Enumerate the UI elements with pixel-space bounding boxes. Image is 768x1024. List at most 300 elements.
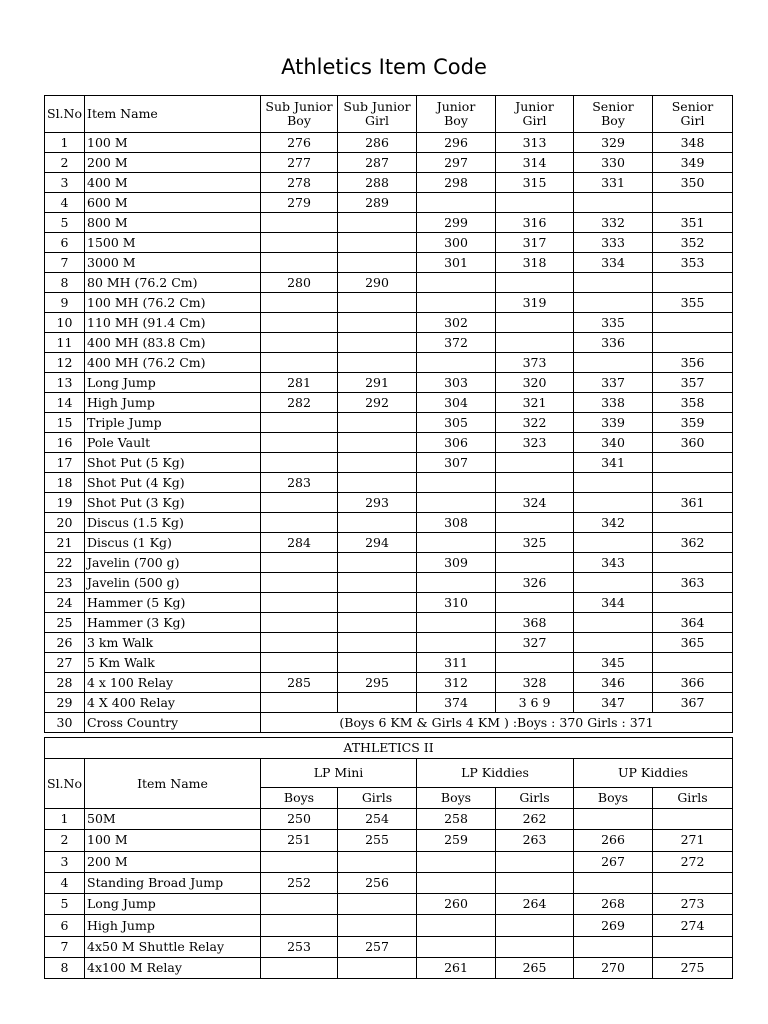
code-cell: 264 (496, 894, 574, 915)
item-name-cell: Triple Jump (85, 413, 261, 433)
table-row (45, 213, 733, 233)
code-cell (496, 915, 574, 936)
item-name-cell: 600 M (85, 193, 261, 213)
code-cell: 324 (496, 493, 574, 513)
code-cell: 262 (496, 809, 574, 830)
sl-no-cell: 28 (45, 673, 85, 693)
code-cell (653, 313, 733, 333)
item-name-cell: Hammer (3 Kg) (85, 613, 261, 633)
table-row (45, 613, 733, 633)
table-row (45, 693, 733, 713)
sl-no-cell: 26 (45, 633, 85, 653)
code-cell: 314 (496, 153, 574, 173)
code-cell: 306 (417, 433, 496, 453)
code-cell: 273 (653, 894, 733, 915)
sl-no-cell: 10 (45, 313, 85, 333)
item-name-cell: 400 MH (83.8 Cm) (85, 333, 261, 353)
code-cell (261, 493, 338, 513)
code-cell (574, 493, 653, 513)
code-cell (261, 553, 338, 573)
item-name-cell: Discus (1.5 Kg) (85, 513, 261, 533)
cross-country-note: (Boys 6 KM & Girls 4 KM ) :Boys : 370 Girls : 371 (261, 713, 733, 733)
code-cell: 281 (261, 373, 338, 393)
code-cell: 334 (574, 253, 653, 273)
code-cell: 285 (261, 673, 338, 693)
code-cell: 250 (261, 809, 338, 830)
sl-no-cell: 21 (45, 533, 85, 553)
item-name-cell: 100 M (85, 133, 261, 153)
table-row (45, 153, 733, 173)
code-cell (496, 313, 574, 333)
table-row (45, 513, 733, 533)
sl-no-cell: 2 (45, 153, 85, 173)
code-cell (338, 693, 417, 713)
code-cell (261, 233, 338, 253)
code-cell (417, 633, 496, 653)
item-name-cell: Shot Put (3 Kg) (85, 493, 261, 513)
table-row (45, 894, 733, 915)
code-cell (653, 593, 733, 613)
code-cell (338, 613, 417, 633)
code-cell: 353 (653, 253, 733, 273)
item-name-cell: 100 M (85, 830, 261, 851)
header-sl-no: Sl.No (45, 759, 85, 809)
code-cell (338, 573, 417, 593)
item-name-cell: Hammer (5 Kg) (85, 593, 261, 613)
table-row (45, 373, 733, 393)
code-cell: 367 (653, 693, 733, 713)
code-cell: 288 (338, 173, 417, 193)
code-cell (261, 613, 338, 633)
sl-no-cell: 7 (45, 936, 85, 957)
code-cell: 257 (338, 936, 417, 957)
code-cell: 258 (417, 809, 496, 830)
code-cell (338, 333, 417, 353)
code-cell (653, 333, 733, 353)
code-cell: 318 (496, 253, 574, 273)
code-cell (496, 333, 574, 353)
code-cell: 319 (496, 293, 574, 313)
code-cell (653, 193, 733, 213)
code-cell (496, 851, 574, 872)
header-girls: Girls (653, 788, 733, 809)
code-cell: 344 (574, 593, 653, 613)
code-cell (496, 193, 574, 213)
item-name-cell: High Jump (85, 393, 261, 413)
code-cell: 335 (574, 313, 653, 333)
code-cell (653, 513, 733, 533)
code-cell (261, 851, 338, 872)
code-cell (417, 353, 496, 373)
code-cell: 372 (417, 333, 496, 353)
code-cell: 254 (338, 809, 417, 830)
code-cell: 296 (417, 133, 496, 153)
sl-no-cell: 4 (45, 872, 85, 893)
code-cell: 301 (417, 253, 496, 273)
athletics-item-code-table (44, 95, 733, 733)
code-cell: 365 (653, 633, 733, 653)
sl-no-cell: 27 (45, 653, 85, 673)
code-cell (417, 293, 496, 313)
code-cell: 267 (574, 851, 653, 872)
header-junior-girl: Junior Girl (496, 96, 574, 133)
table-row (45, 633, 733, 653)
code-cell: 259 (417, 830, 496, 851)
code-cell: 277 (261, 153, 338, 173)
code-cell (338, 633, 417, 653)
code-cell: 294 (338, 533, 417, 553)
header-boys: Boys (574, 788, 653, 809)
item-name-cell: Long Jump (85, 894, 261, 915)
table-row (45, 473, 733, 493)
item-name-cell: 50M (85, 809, 261, 830)
header-item-name: Item Name (85, 96, 261, 133)
code-cell (496, 936, 574, 957)
code-cell: 359 (653, 413, 733, 433)
code-cell (496, 593, 574, 613)
code-cell: 336 (574, 333, 653, 353)
sl-no-cell: 14 (45, 393, 85, 413)
code-cell (574, 353, 653, 373)
code-cell: 256 (338, 872, 417, 893)
code-cell (261, 293, 338, 313)
code-cell (417, 193, 496, 213)
code-cell: 368 (496, 613, 574, 633)
sl-no-cell: 6 (45, 233, 85, 253)
table-row (45, 830, 733, 851)
code-cell: 356 (653, 353, 733, 373)
code-cell: 308 (417, 513, 496, 533)
code-cell (338, 313, 417, 333)
code-cell (574, 809, 653, 830)
item-name-cell: 800 M (85, 213, 261, 233)
table-row (45, 593, 733, 613)
header-senior-boy: Senior Boy (574, 96, 653, 133)
code-cell (574, 293, 653, 313)
sl-no-cell: 29 (45, 693, 85, 713)
item-name-cell: 200 M (85, 153, 261, 173)
code-cell (496, 553, 574, 573)
code-cell (261, 593, 338, 613)
code-cell: 291 (338, 373, 417, 393)
code-cell (496, 453, 574, 473)
header-boys: Boys (261, 788, 338, 809)
code-cell (261, 313, 338, 333)
code-cell (574, 633, 653, 653)
code-cell (653, 936, 733, 957)
code-cell: 299 (417, 213, 496, 233)
sl-no-cell: 5 (45, 213, 85, 233)
table-row (45, 915, 733, 936)
code-cell (261, 213, 338, 233)
item-name-cell: Javelin (700 g) (85, 553, 261, 573)
table-row (45, 173, 733, 193)
code-cell: 373 (496, 353, 574, 373)
code-cell (261, 413, 338, 433)
table-row (45, 233, 733, 253)
code-cell (338, 253, 417, 273)
sl-no-cell: 1 (45, 809, 85, 830)
code-cell (338, 453, 417, 473)
code-cell: 252 (261, 872, 338, 893)
sl-no-cell: 30 (45, 713, 85, 733)
code-cell (338, 513, 417, 533)
item-name-cell: 3 km Walk (85, 633, 261, 653)
code-cell (653, 653, 733, 673)
code-cell: 269 (574, 915, 653, 936)
table-row (45, 493, 733, 513)
sl-no-cell: 6 (45, 915, 85, 936)
code-cell: 346 (574, 673, 653, 693)
header-up-kiddies: UP Kiddies (574, 759, 733, 788)
table-row (45, 809, 733, 830)
item-name-cell: High Jump (85, 915, 261, 936)
code-cell: 374 (417, 693, 496, 713)
header-girls: Girls (338, 788, 417, 809)
code-cell: 270 (574, 958, 653, 979)
code-cell: 292 (338, 393, 417, 413)
code-cell: 327 (496, 633, 574, 653)
code-cell (261, 653, 338, 673)
code-cell (338, 293, 417, 313)
table-row (45, 673, 733, 693)
sl-no-cell: 23 (45, 573, 85, 593)
code-cell (417, 872, 496, 893)
header-senior-girl: Senior Girl (653, 96, 733, 133)
code-cell: 266 (574, 830, 653, 851)
code-cell: 263 (496, 830, 574, 851)
code-cell (574, 573, 653, 593)
code-cell: 328 (496, 673, 574, 693)
code-cell: 280 (261, 273, 338, 293)
athletics-ii-table (44, 737, 733, 979)
table-row (45, 313, 733, 333)
header-sub-junior-girl: Sub Junior Girl (338, 96, 417, 133)
sl-no-cell: 7 (45, 253, 85, 273)
code-cell: 253 (261, 936, 338, 957)
code-cell (338, 233, 417, 253)
code-cell: 289 (338, 193, 417, 213)
code-cell (261, 433, 338, 453)
code-cell: 341 (574, 453, 653, 473)
code-cell: 312 (417, 673, 496, 693)
code-cell: 332 (574, 213, 653, 233)
code-cell: 330 (574, 153, 653, 173)
code-cell: 337 (574, 373, 653, 393)
table-row (45, 533, 733, 553)
sl-no-cell: 20 (45, 513, 85, 533)
table-row (45, 413, 733, 433)
code-cell: 351 (653, 213, 733, 233)
code-cell: 362 (653, 533, 733, 553)
item-name-cell: Discus (1 Kg) (85, 533, 261, 553)
code-cell (417, 473, 496, 493)
code-cell (338, 958, 417, 979)
table-row (45, 293, 733, 313)
item-name-cell: Long Jump (85, 373, 261, 393)
code-cell: 268 (574, 894, 653, 915)
code-cell (496, 473, 574, 493)
code-cell (574, 473, 653, 493)
table-header-row (45, 96, 733, 133)
table-row (45, 851, 733, 872)
code-cell: 357 (653, 373, 733, 393)
sl-no-cell: 24 (45, 593, 85, 613)
code-cell (574, 613, 653, 633)
code-cell: 260 (417, 894, 496, 915)
code-cell: 322 (496, 413, 574, 433)
sl-no-cell: 3 (45, 851, 85, 872)
code-cell: 3 6 9 (496, 693, 574, 713)
sl-no-cell: 22 (45, 553, 85, 573)
code-cell: 349 (653, 153, 733, 173)
code-cell: 293 (338, 493, 417, 513)
table-row (45, 193, 733, 213)
item-name-cell: 200 M (85, 851, 261, 872)
sl-no-cell: 8 (45, 958, 85, 979)
table-row (45, 253, 733, 273)
item-name-cell: 400 MH (76.2 Cm) (85, 353, 261, 373)
sl-no-cell: 25 (45, 613, 85, 633)
item-name-cell: Cross Country (85, 713, 261, 733)
code-cell (574, 273, 653, 293)
code-cell (338, 653, 417, 673)
code-cell (261, 894, 338, 915)
code-cell: 303 (417, 373, 496, 393)
code-cell (417, 573, 496, 593)
item-name-cell: 4 x 100 Relay (85, 673, 261, 693)
code-cell: 290 (338, 273, 417, 293)
code-cell (338, 353, 417, 373)
section-title-row (45, 738, 733, 759)
table-row (45, 958, 733, 979)
code-cell: 364 (653, 613, 733, 633)
code-cell (261, 958, 338, 979)
table-row (45, 653, 733, 673)
item-name-cell: 400 M (85, 173, 261, 193)
code-cell (338, 851, 417, 872)
code-cell: 315 (496, 173, 574, 193)
code-cell: 300 (417, 233, 496, 253)
code-cell (417, 493, 496, 513)
code-cell (653, 553, 733, 573)
code-cell (417, 936, 496, 957)
code-cell (574, 193, 653, 213)
header-lp-kiddies: LP Kiddies (417, 759, 574, 788)
header-sl-no: Sl.No (45, 96, 85, 133)
table-row (45, 333, 733, 353)
table-row (45, 433, 733, 453)
code-cell (496, 872, 574, 893)
code-cell (574, 872, 653, 893)
code-cell: 295 (338, 673, 417, 693)
code-cell: 339 (574, 413, 653, 433)
code-cell: 261 (417, 958, 496, 979)
item-name-cell: 100 MH (76.2 Cm) (85, 293, 261, 313)
code-cell: 358 (653, 393, 733, 413)
code-cell (653, 809, 733, 830)
sl-no-cell: 1 (45, 133, 85, 153)
code-cell: 323 (496, 433, 574, 453)
code-cell: 321 (496, 393, 574, 413)
sl-no-cell: 5 (45, 894, 85, 915)
code-cell: 302 (417, 313, 496, 333)
code-cell: 316 (496, 213, 574, 233)
code-cell (496, 273, 574, 293)
item-name-cell: Shot Put (5 Kg) (85, 453, 261, 473)
code-cell: 338 (574, 393, 653, 413)
code-cell: 355 (653, 293, 733, 313)
code-cell: 298 (417, 173, 496, 193)
code-cell: 286 (338, 133, 417, 153)
code-cell: 361 (653, 493, 733, 513)
code-cell: 326 (496, 573, 574, 593)
code-cell (574, 533, 653, 553)
code-cell (338, 915, 417, 936)
code-cell: 350 (653, 173, 733, 193)
table-row (45, 553, 733, 573)
code-cell (417, 851, 496, 872)
item-name-cell: 4x100 M Relay (85, 958, 261, 979)
sl-no-cell: 3 (45, 173, 85, 193)
code-cell: 311 (417, 653, 496, 673)
code-cell (261, 253, 338, 273)
code-cell: 309 (417, 553, 496, 573)
code-cell: 352 (653, 233, 733, 253)
item-name-cell: 3000 M (85, 253, 261, 273)
code-cell (261, 333, 338, 353)
code-cell: 265 (496, 958, 574, 979)
code-cell (417, 273, 496, 293)
code-cell (338, 213, 417, 233)
code-cell (338, 553, 417, 573)
code-cell (417, 915, 496, 936)
sl-no-cell: 13 (45, 373, 85, 393)
code-cell: 325 (496, 533, 574, 553)
code-cell (496, 653, 574, 673)
table-row (45, 713, 733, 733)
code-cell (653, 872, 733, 893)
code-cell: 331 (574, 173, 653, 193)
item-name-cell: 4x50 M Shuttle Relay (85, 936, 261, 957)
sl-no-cell: 2 (45, 830, 85, 851)
code-cell: 284 (261, 533, 338, 553)
header-junior-boy: Junior Boy (417, 96, 496, 133)
code-cell: 304 (417, 393, 496, 413)
item-name-cell: Pole Vault (85, 433, 261, 453)
code-cell (261, 513, 338, 533)
code-cell (653, 273, 733, 293)
code-cell: 307 (417, 453, 496, 473)
code-cell: 251 (261, 830, 338, 851)
code-cell: 255 (338, 830, 417, 851)
sl-no-cell: 15 (45, 413, 85, 433)
code-cell (338, 473, 417, 493)
sl-no-cell: 8 (45, 273, 85, 293)
code-cell (496, 513, 574, 533)
code-cell: 275 (653, 958, 733, 979)
sl-no-cell: 18 (45, 473, 85, 493)
code-cell (653, 473, 733, 493)
table-row (45, 872, 733, 893)
item-name-cell: Javelin (500 g) (85, 573, 261, 593)
section-title: ATHLETICS II (45, 738, 733, 759)
code-cell: 333 (574, 233, 653, 253)
code-cell: 347 (574, 693, 653, 713)
header-sub-junior-boy: Sub Junior Boy (261, 96, 338, 133)
code-cell: 345 (574, 653, 653, 673)
code-cell: 278 (261, 173, 338, 193)
